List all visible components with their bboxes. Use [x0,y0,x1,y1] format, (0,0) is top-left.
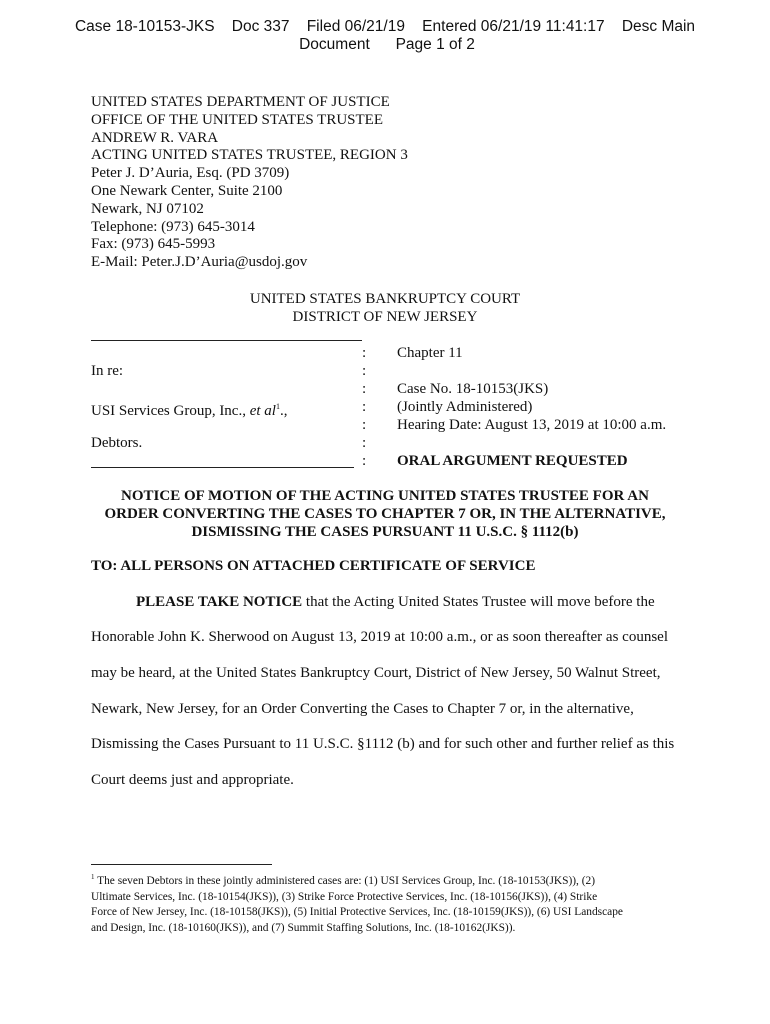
ecf-header [0,18,770,54]
caption-separator: : [362,363,367,379]
attorney-line: Telephone: (973) 645-3014 [91,218,255,235]
attorney-line: Peter J. D’Auria, Esq. (PD 3709) [91,165,290,182]
caption-separator: : [362,435,367,451]
footnote-line: $^1$ The seven Debtors in these jointly administered cases are: (1) USI Services Group, Inc. (18-10153(JKS)), (2) [91,873,596,887]
body-line: may be heard, at the United States Bankruptcy Court, District of New Jersey, 50 Walnut Street, [91,665,661,681]
ecf-header-line2: Document Page 1 of 2 [299,36,475,53]
notice-title [0,487,770,541]
caption-debtors-label: Debtors. [91,435,143,451]
attorney-line: Newark, NJ 07102 [91,200,204,217]
attorney-email-line: E-Mail: Peter.J.D’Auria@usdoj.gov [91,254,308,271]
footnote-rule [91,864,272,865]
footnote-mark: 1 [91,873,95,881]
attorney-line: One Newark Center, Suite 2100 [91,182,283,199]
ecf-header-line1: Case 18-10153-JKS Doc 337 Filed 06/21/19 Entered 06/21/19 11:41:17 Desc Main [74,18,696,35]
court-district: DISTRICT OF NEW JERSEY [292,309,478,325]
footnote-marker: 1 [275,402,280,411]
footnote-line: Ultimate Services, Inc. (18-10154(JKS)), (3) Strike Force Protective Services, Inc. (18-10156(JKS)), (4) Strike [91,890,598,903]
body-line: Newark, New Jersey, for an Order Converting the Cases to Chapter 7 or, in the alternative, [91,701,634,717]
court-name: UNITED STATES BANKRUPTCY COURT [249,291,521,307]
footnote-line: and Design, Inc. (18-10160(JKS)), and (7) Summit Staffing Solutions, Inc. (18-10162(JKS)). [91,922,516,935]
caption-chapter: Chapter 11 [397,345,463,361]
attorney-line: ACTING UNITED STATES TRUSTEE, REGION 3 [91,147,408,164]
body-line-1: PLEASE TAKE NOTICE that the Acting United States Trustee will move before the [136,594,655,610]
caption-jointly-administered: (Jointly Administered) [397,399,533,415]
caption-hearing-date: Hearing Date: August 13, 2019 at 10:00 a.m. [397,417,667,433]
attorney-line: Fax: (973) 645-5993 [91,236,216,253]
caption-top-rule [91,340,362,341]
body-line: Court deems just and appropriate. [91,772,294,788]
caption-et-al: et al [249,403,276,419]
attorney-line: OFFICE OF THE UNITED STATES TRUSTEE [91,111,384,128]
caption-case-no: Case No. 18-10153(JKS) [397,381,549,397]
caption-separator-column [362,344,366,470]
attorney-line: ANDREW R. VARA [91,129,219,146]
caption-separator: : [362,453,367,469]
attorney-line: UNITED STATES DEPARTMENT OF JUSTICE [91,94,390,110]
caption-in-re: In re: [91,363,124,379]
to-line: TO: ALL PERSONS ON ATTACHED CERTIFICATE OF SERVICE [91,558,536,574]
court-heading [0,290,770,326]
caption-separator: : [362,417,367,433]
caption-separator: : [362,381,367,397]
notice-title-line: DISMISSING THE CASES PURSUANT 11 U.S.C. § 1112(b) [191,524,579,540]
attorney-block [91,94,408,272]
notice-title-line: ORDER CONVERTING THE CASES TO CHAPTER 7 OR, IN THE ALTERNATIVE, [104,506,666,522]
notice-title-line: NOTICE OF MOTION OF THE ACTING UNITED STATES TRUSTEE FOR AN [121,488,649,504]
please-take-notice: PLEASE TAKE NOTICE [136,594,303,610]
caption-bottom-rule [91,467,354,468]
footnote [91,870,683,937]
body-line: Dismissing the Cases Pursuant to 11 U.S.C. §1112 (b) and for such other and further relief as this [91,736,675,752]
footnote-line: Force of New Jersey, Inc. (18-10158(JKS)), (5) Initial Protective Services, Inc. (18-10159(JKS)), (6) USI Landscape [91,906,623,919]
caption-separator: : [362,345,367,361]
caption-oral-argument: ORAL ARGUMENT REQUESTED [397,453,628,469]
caption-separator: : [362,399,367,415]
body-line: Honorable John K. Sherwood on August 13, 2019 at 10:00 a.m., or as soon thereafter as counsel [91,629,668,645]
caption-debtor-name: USI Services Group, Inc., et $al^1$., [91,402,288,419]
